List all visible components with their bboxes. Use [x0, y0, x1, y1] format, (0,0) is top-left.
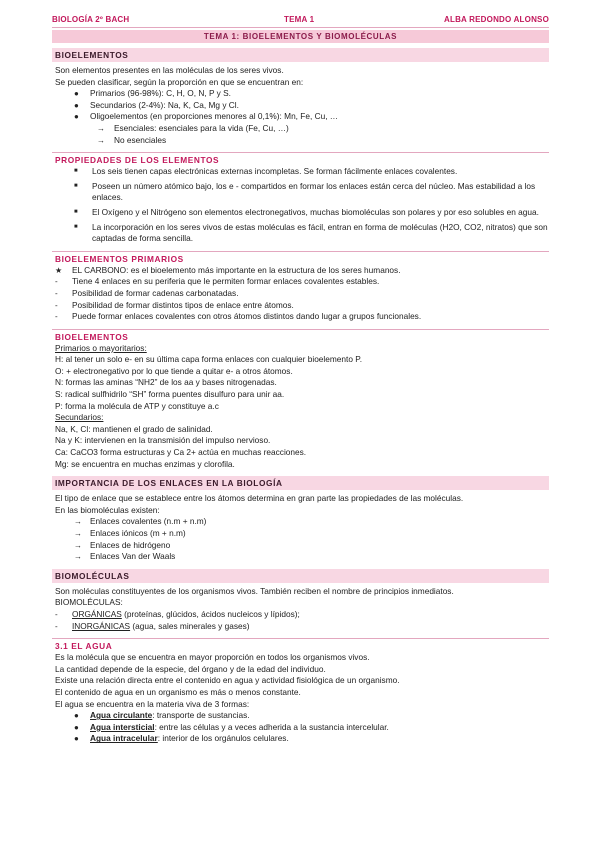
square-bullet-icon: ■ [74, 223, 78, 230]
text-line: Ca: CaCO3 forma estructuras y Ca 2+ actúa en muchas reacciones. [55, 447, 307, 458]
section-heading-propiedades: PROPIEDADES DE LOS ELEMENTOS [52, 152, 549, 166]
list-item: ■ La incorporación en los seres vivos de estas moléculas es fácil, entran en forma de moléculas (H2O, CO2, nitratos) que son captadas de forma sencilla. [74, 221, 548, 244]
text-line: Na, K, Cl: mantienen el grado de salinidad. [55, 423, 213, 434]
text-line: El agua se encuentra en la materia viva de 3 formas: [55, 698, 250, 709]
section-heading-biomoleculas: BIOMOLÉCULAS [52, 569, 549, 583]
star-icon: ★ [55, 265, 63, 275]
list-item: - Puede formar enlaces covalentes con otros átomos distintos dando lugar a grupos funcionales. [55, 311, 422, 322]
subheading-primarios: Primarios o mayoritarios: [55, 342, 147, 353]
section-heading-bioelementos: BIOELEMENTOS [52, 48, 549, 62]
paragraph: El tipo de enlace que se establece entre los átomos determina en gran parte las propiedades de las moléculas. [55, 493, 464, 504]
bullet-icon: ● [74, 89, 79, 99]
dash-icon: - [55, 300, 58, 310]
square-bullet-icon: ■ [74, 182, 78, 189]
paragraph: En las biomoléculas existen: [55, 504, 160, 515]
bullet-icon: ● [74, 734, 79, 744]
bullet-icon: ● [74, 711, 79, 721]
list-item: ■ El Oxígeno y el Nitrógeno son elementos electronegativos, muchas biomoléculas son polares y por eso solubles en agua. [74, 206, 539, 217]
list-item: - Posibilidad de formar cadenas carbonatadas. [55, 287, 239, 298]
arrow-right-icon: → [74, 552, 82, 562]
paragraph: Se pueden clasificar, según la proporción en que se encuentran en: [55, 76, 304, 87]
header-topic: TEMA 1 [284, 15, 315, 24]
list-item: - INORGÁNICAS (agua, sales minerales y gases) [55, 620, 250, 631]
dash-icon: - [55, 609, 58, 619]
section-heading-primarios: BIOELEMENTOS PRIMARIOS [52, 251, 549, 265]
arrow-right-icon: → [74, 517, 82, 527]
list-item: ● Agua circulante: transporte de sustancias. [74, 710, 250, 721]
text-line: O: + electronegativo por lo que tiende a quitar e- a otros átomos. [55, 365, 293, 376]
document-body [52, 46, 549, 745]
list-item: ● Agua intracelular: interior de los orgánulos celulares. [74, 733, 289, 744]
text-line: P: forma la molécula de ATP y constituye a.c [55, 400, 219, 411]
section-heading-enlaces: IMPORTANCIA DE LOS ENLACES EN LA BIOLOGÍA [52, 476, 549, 490]
list-item: → No esenciales [97, 134, 167, 145]
paragraph: BIOMOLÉCULAS: [55, 597, 123, 608]
text-line: S: radical sulfhidrilo “SH” forma puentes disulfuro para unir aa. [55, 389, 285, 400]
list-item: ● Primarios (96-98%): C, H, O, N, P y S. [74, 88, 231, 99]
list-item: - ORGÁNICAS (proteínas, glúcidos, ácidos nucleicos y lípidos); [55, 608, 300, 619]
dash-icon: - [55, 312, 58, 322]
list-item: ● Agua intersticial: entre las células y a veces adherida a la sustancia intercelular. [74, 721, 389, 732]
text-line: Na y K: intervienen en la transmisión del impulso nervioso. [55, 435, 271, 446]
document-title: TEMA 1: BIOELEMENTOS Y BIOMOLÉCULAS [52, 30, 549, 43]
list-item: → Esenciales: esenciales para la vida (Fe, Cu, …) [97, 122, 289, 133]
bullet-icon: ● [74, 100, 79, 110]
arrow-right-icon: → [74, 540, 82, 550]
list-item: ■ Poseen un número atómico bajo, los e - compartidos en formar los enlaces están cerca del núcleo. Mas estabilidad a los enlaces. [74, 180, 536, 203]
header-divider [52, 27, 549, 28]
square-bullet-icon: ■ [74, 168, 78, 175]
header-subject: BIOLOGÍA 2º BACH [52, 15, 130, 24]
bullet-icon: ● [74, 722, 79, 732]
text-line: H: al tener un solo e- en su última capa forma enlaces con cualquier bioelemento P. [55, 354, 363, 365]
header-author: ALBA REDONDO ALONSO [444, 15, 549, 24]
bullet-icon: ● [74, 112, 79, 122]
text-line: Existe una relación directa entre el contenido en agua y actividad fisiológica de un organismo. [55, 675, 400, 686]
section-heading-bioelementos-2: BIOELEMENTOS [52, 329, 549, 343]
square-bullet-icon: ■ [74, 208, 78, 215]
list-item: → Enlaces Van der Waals [74, 551, 176, 562]
paragraph: Son moléculas constituyentes de los organismos vivos. También reciben el nombre de principios inmediatos. [55, 585, 454, 596]
text-line: Es la molécula que se encuentra en mayor proporción en todos los organismos vivos. [55, 652, 370, 663]
text-line: N: formas las aminas “NH2” de los aa y bases nitrogenadas. [55, 377, 277, 388]
list-item: ★ EL CARBONO: es el bioelemento más importante en la estructura de los seres humanos. [55, 264, 401, 275]
subheading-secundarios: Secundarios: [55, 412, 104, 423]
list-item: → Enlaces covalentes (n.m + n.m) [74, 516, 207, 527]
dash-icon: - [55, 288, 58, 298]
list-item: - Posibilidad de formar distintos tipos de enlace entre átomos. [55, 299, 294, 310]
dash-icon: - [55, 621, 58, 631]
text-line: El contenido de agua en un organismo es más o menos constante. [55, 686, 301, 697]
text-line: Mg: se encuentra en muchas enzimas y clorofila. [55, 458, 235, 469]
section-heading-agua: 3.1 EL AGUA [52, 638, 549, 652]
arrow-right-icon: → [97, 123, 105, 133]
dash-icon: - [55, 277, 58, 287]
list-item: ● Oligoelementos (en proporciones menores al 0,1%): Mn, Fe, Cu, … [74, 111, 339, 122]
arrow-right-icon: → [97, 135, 105, 145]
list-item: - Tiene 4 enlaces en su periferia que le permiten formar enlaces covalentes estables. [55, 276, 380, 287]
list-item: → Enlaces iónicos (m + n.m) [74, 528, 186, 538]
paragraph: Son elementos presentes en las moléculas de los seres vivos. [55, 65, 284, 75]
list-item: ● Secundarios (2-4%): Na, K, Ca, Mg y Cl. [74, 99, 239, 110]
list-item: ■ Los seis tienen capas electrónicas externas incompletas. Se forman fácilmente enlaces covalentes. [74, 166, 458, 177]
arrow-right-icon: → [74, 529, 82, 538]
list-item: → Enlaces de hidrógeno [74, 539, 171, 550]
page-header [52, 14, 549, 28]
text-line: La cantidad depende de la especie, del órgano y de la edad del individuo. [55, 663, 326, 674]
